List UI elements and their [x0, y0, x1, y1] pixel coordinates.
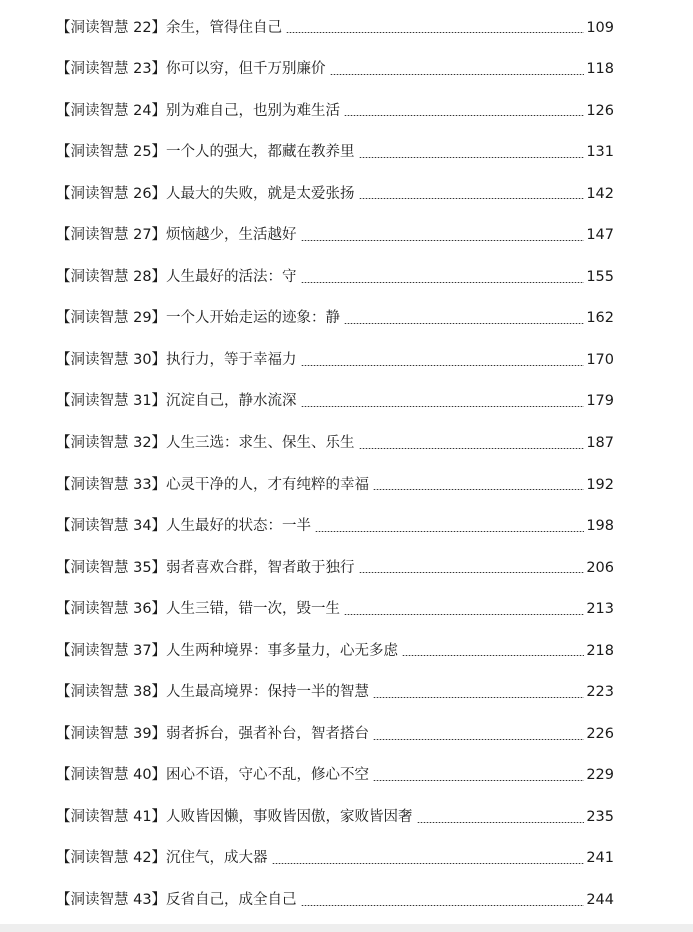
toc-entry-page: 118: [586, 61, 614, 78]
dot-leader: [301, 406, 585, 407]
toc-entry-title: 【洞读智慧 25】一个人的强大，都藏在教养里: [56, 144, 355, 161]
toc-entry-page: 162: [586, 310, 614, 327]
toc-entry-page: 226: [586, 725, 614, 742]
toc-entry[interactable]: [56, 256, 614, 298]
toc-entry[interactable]: [56, 879, 614, 921]
dot-leader: [301, 240, 585, 241]
toc-entry-page: 206: [586, 559, 614, 576]
toc-entry-title: 【洞读智慧 30】执行力，等于幸福力: [56, 351, 297, 368]
dot-leader: [359, 198, 585, 199]
dot-leader: [272, 863, 585, 864]
toc-entry-page: 187: [586, 434, 614, 451]
toc-entry-title: 【洞读智慧 39】弱者拆台，强者补台，智者搭台: [56, 725, 370, 742]
toc-entry-title: 【洞读智慧 32】人生三选：求生、保生、乐生: [56, 434, 355, 451]
toc-entry[interactable]: [56, 755, 614, 797]
toc-entry[interactable]: [56, 422, 614, 464]
toc-entry-page: 179: [586, 393, 614, 410]
toc-entry[interactable]: [56, 339, 614, 381]
toc-entry-title: 【洞读智慧 28】人生最好的活法：守: [56, 268, 297, 285]
toc-entry-page: 213: [586, 601, 614, 618]
dot-leader: [359, 448, 585, 449]
dot-leader: [301, 905, 585, 906]
toc-entry-page: 218: [586, 642, 614, 659]
toc-entry[interactable]: [56, 90, 614, 132]
toc-entry-title: 【洞读智慧 42】沉住气，成大器: [56, 850, 268, 867]
toc-entry-title: 【洞读智慧 22】余生，管得住自己: [56, 19, 283, 36]
toc-entry[interactable]: [56, 713, 614, 755]
dot-leader: [315, 531, 584, 532]
toc-entry[interactable]: [56, 173, 614, 215]
dot-leader: [344, 614, 584, 615]
dot-leader: [301, 365, 585, 366]
toc-entry-title: 【洞读智慧 40】困心不语，守心不乱，修心不空: [56, 767, 370, 784]
toc-entry-title: 【洞读智慧 29】一个人开始走运的迹象：静: [56, 310, 341, 327]
dot-leader: [301, 282, 585, 283]
toc-entry-page: 229: [586, 767, 614, 784]
toc-entry[interactable]: [56, 547, 614, 589]
toc-entry-page: 244: [586, 892, 614, 908]
toc-entry-page: 241: [586, 850, 614, 867]
toc-entry-title: 【洞读智慧 37】人生两种境界：事多量力，心无多虑: [56, 642, 399, 659]
toc-entry[interactable]: [56, 132, 614, 174]
dot-leader: [344, 115, 584, 116]
dot-leader: [373, 780, 584, 781]
toc-entry[interactable]: [56, 672, 614, 714]
page-bottom-edge: [0, 924, 693, 932]
toc-entry-title: 【洞读智慧 26】人最大的失败，就是太爱张扬: [56, 185, 355, 202]
toc-entry-title: 【洞读智慧 38】人生最高境界：保持一半的智慧: [56, 684, 370, 701]
toc-entry-title: 【洞读智慧 41】人败皆因懒，事败皆因傲，家败皆因奢: [56, 808, 413, 825]
toc-entry-title: 【洞读智慧 34】人生最好的状态：一半: [56, 518, 312, 535]
toc-entry-title: 【洞读智慧 36】人生三错，错一次，毁一生: [56, 601, 341, 618]
toc-entry-page: 235: [586, 808, 614, 825]
toc-entry-page: 198: [586, 518, 614, 535]
toc-entry[interactable]: [56, 796, 614, 838]
dot-leader: [373, 739, 584, 740]
toc-entry[interactable]: [56, 464, 614, 506]
toc-entry-page: 109: [586, 19, 614, 36]
dot-leader: [344, 323, 584, 324]
dot-leader: [402, 655, 584, 656]
toc-entry-title: 【洞读智慧 24】别为难自己，也别为难生活: [56, 102, 341, 119]
dot-leader: [359, 157, 585, 158]
toc-entry-page: 223: [586, 684, 614, 701]
dot-leader: [286, 32, 584, 33]
toc-entry[interactable]: [56, 506, 614, 548]
toc-entry-title: 【洞读智慧 31】沉淀自己，静水流深: [56, 393, 297, 410]
toc-entry[interactable]: [56, 49, 614, 91]
toc-entry-title: 【洞读智慧 33】心灵干净的人，才有纯粹的幸福: [56, 476, 370, 493]
dot-leader: [373, 489, 584, 490]
toc-entry-page: 192: [586, 476, 614, 493]
toc-entry[interactable]: [56, 589, 614, 631]
toc-entry-title: 【洞读智慧 27】烦恼越少，生活越好: [56, 227, 297, 244]
dot-leader: [417, 822, 585, 823]
dot-leader: [330, 74, 585, 75]
table-of-contents: [56, 7, 614, 921]
toc-entry-page: 126: [586, 102, 614, 119]
toc-entry-page: 147: [586, 227, 614, 244]
toc-entry-title: 【洞读智慧 43】反省自己，成全自己: [56, 892, 297, 908]
toc-entry[interactable]: [56, 381, 614, 423]
toc-entry-title: 【洞读智慧 23】你可以穷，但千万别廉价: [56, 61, 326, 78]
toc-entry[interactable]: [56, 215, 614, 257]
dot-leader: [373, 697, 584, 698]
toc-entry-page: 155: [586, 268, 614, 285]
toc-entry-page: 131: [586, 144, 614, 161]
dot-leader: [359, 572, 585, 573]
toc-entry-page: 142: [586, 185, 614, 202]
toc-entry[interactable]: [56, 298, 614, 340]
toc-entry[interactable]: [56, 630, 614, 672]
toc-entry[interactable]: [56, 7, 614, 49]
toc-entry-title: 【洞读智慧 35】弱者喜欢合群，智者敢于独行: [56, 559, 355, 576]
toc-entry-page: 170: [586, 351, 614, 368]
toc-entry[interactable]: [56, 838, 614, 880]
